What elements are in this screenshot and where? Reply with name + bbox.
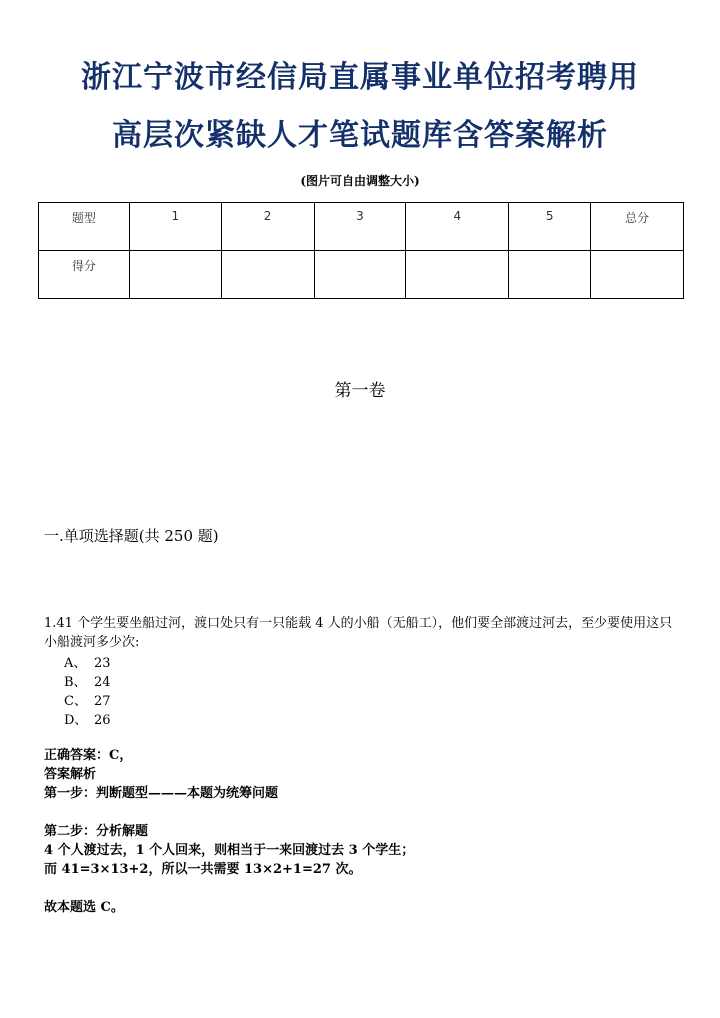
option-a	[64, 654, 111, 673]
option-c	[64, 692, 111, 711]
score-table	[38, 202, 684, 299]
analysis-step1: 第一步：判断题型———本题为统筹问题	[44, 786, 279, 801]
option-value: 26	[94, 713, 111, 728]
doc-subtitle: (图片可自由调整大小)	[300, 174, 420, 188]
score-header-cell: 1	[129, 203, 221, 251]
score-header-cell: 2	[221, 203, 314, 251]
score-cell	[591, 251, 684, 299]
option-key: D、	[64, 713, 88, 728]
answer-block	[44, 746, 414, 917]
volume-heading: 第一卷	[334, 381, 386, 401]
doc-title-line1: 浙江宁波市经信局直属事业单位招考聘用	[81, 60, 639, 95]
score-header-cell: 3	[314, 203, 406, 251]
question-text: 1.41 个学生要坐船过河，渡口处只有一只能载 4 人的小船（无船工），他们要全部渡过河去，至少要使用这只小船渡河多少次:	[44, 616, 673, 650]
option-key: C、	[64, 694, 87, 709]
score-header-cell: 题型	[39, 203, 130, 251]
analysis-step2-line1: 4 个人渡过去，1 个人回来，则相当于一来回渡过去 3 个学生；	[44, 843, 415, 858]
option-value: 27	[94, 694, 111, 709]
analysis-title: 答案解析	[44, 767, 97, 782]
spacer	[44, 803, 414, 822]
doc-title-line2: 高层次紧缺人才笔试题库含答案解析	[112, 118, 608, 153]
score-header-cell: 总分	[591, 203, 684, 251]
score-cell	[406, 251, 509, 299]
option-b	[64, 673, 111, 692]
score-header-cell: 4	[406, 203, 509, 251]
spacer	[44, 879, 414, 898]
score-header-cell: 5	[509, 203, 591, 251]
option-value: 23	[94, 656, 111, 671]
option-d	[64, 711, 111, 730]
section-heading: 一.单项选择题(共 250 题)	[44, 527, 219, 545]
option-key: A、	[64, 656, 87, 671]
correct-answer: 正确答案：C，	[44, 748, 133, 763]
score-row-label: 得分	[39, 251, 130, 299]
analysis-step2-line2: 而 41=3×13+2，所以一共需要 13×2+1=27 次。	[44, 862, 362, 877]
option-key: B、	[64, 675, 87, 690]
score-table-score-row	[39, 251, 684, 299]
analysis-step2-title: 第二步：分析解题	[44, 824, 149, 839]
score-cell	[129, 251, 221, 299]
option-value: 24	[94, 675, 111, 690]
options-list	[64, 654, 111, 730]
score-cell	[221, 251, 314, 299]
analysis-conclusion: 故本题选 C。	[44, 900, 124, 915]
score-cell	[509, 251, 591, 299]
score-cell	[314, 251, 406, 299]
score-table-header-row	[39, 203, 684, 251]
